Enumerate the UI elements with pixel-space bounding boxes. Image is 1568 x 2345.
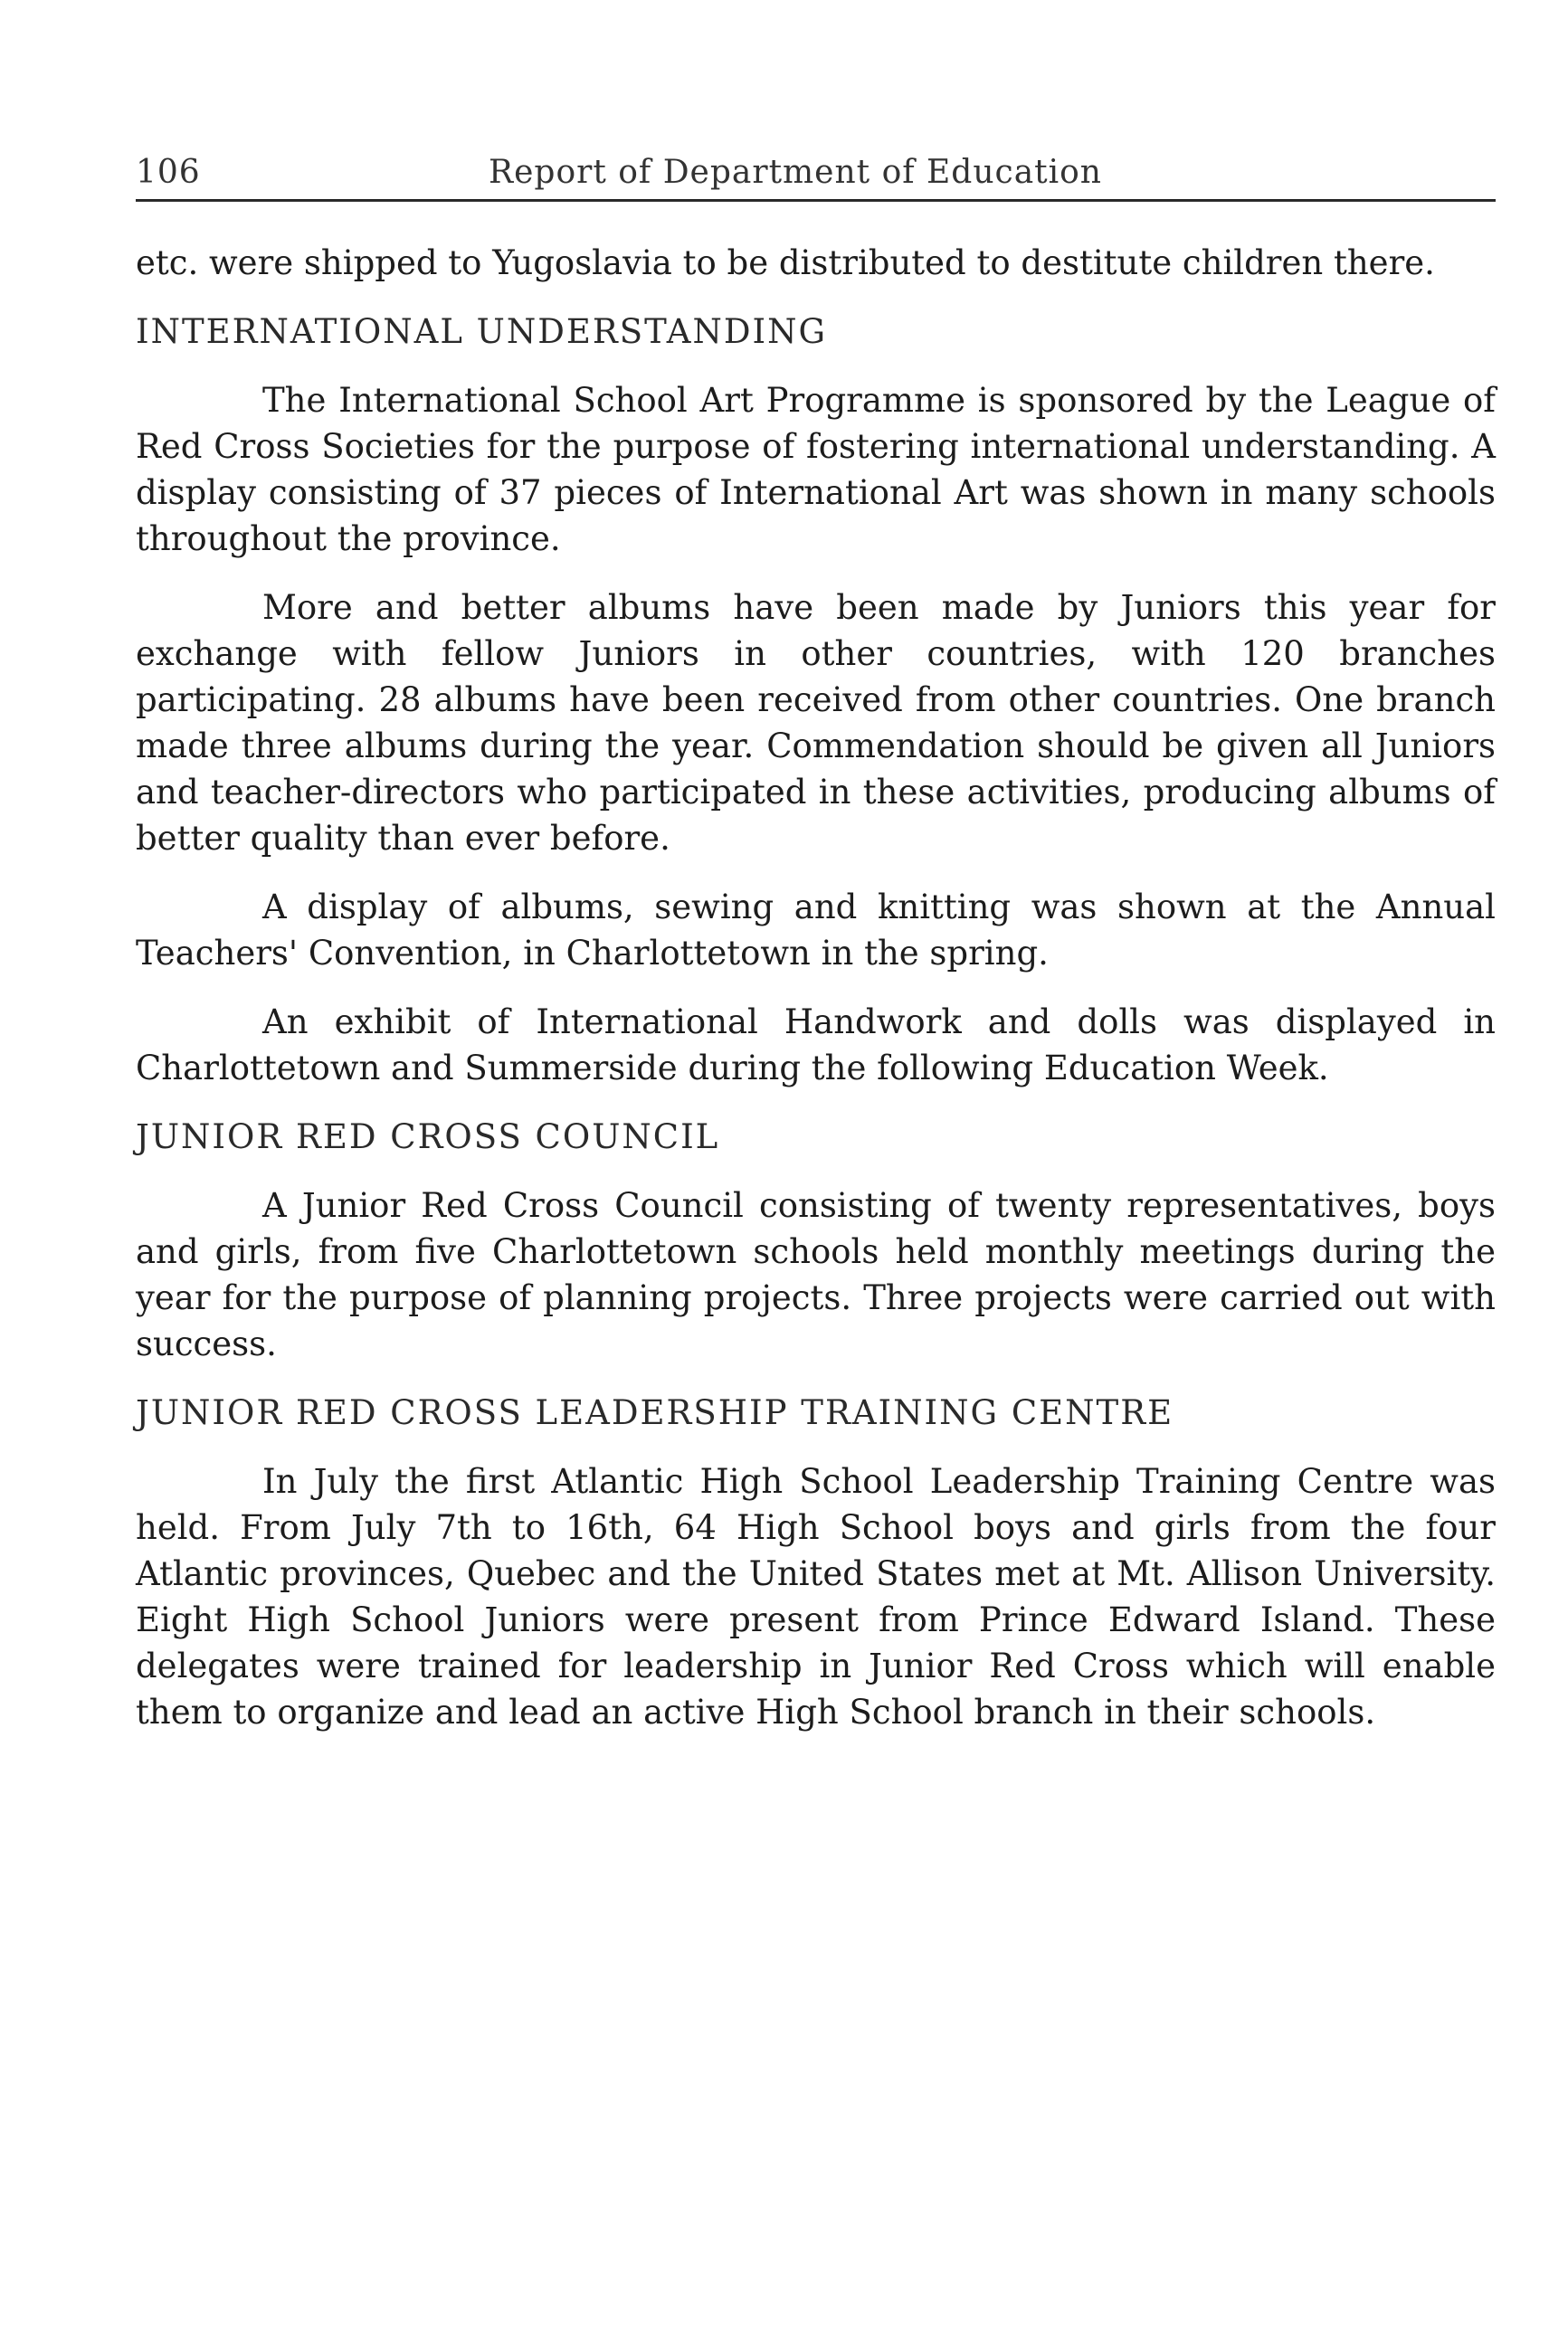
section-heading-international-understanding: INTERNATIONAL UNDERSTANDING	[136, 312, 828, 351]
paragraph-council: A Junior Red Cross Council consisting of twenty representatives, boys and girls, from five Charlottetown schools held monthly meetings during the year for the purpose of planning projects. Three projects were carried out with success.	[136, 1186, 1496, 1363]
page-number: 106	[136, 154, 201, 191]
continued-paragraph: etc. were shipped to Yugoslavia to be distributed to destitute children there.	[136, 243, 1435, 282]
paragraph-handwork-exhibit: An exhibit of International Handwork and dolls was displayed in Charlottetown and Summerside during the following Education Week.	[136, 1002, 1496, 1087]
running-header	[136, 145, 1496, 202]
section-heading-junior-red-cross-council: JUNIOR RED CROSS COUNCIL	[136, 1117, 720, 1156]
paragraph-school-art-programme: The International School Art Programme is sponsored by the League of Red Cross Societies for the purpose of fostering international understanding. A display consisting of 37 pieces of International Art was shown in many schools throughout the province.	[136, 381, 1496, 558]
section-heading-leadership-training-centre: JUNIOR RED CROSS LEADERSHIP TRAINING CENTRE	[136, 1393, 1174, 1432]
document-body	[136, 240, 1496, 1758]
paragraph-display-convention: A display of albums, sewing and knitting was shown at the Annual Teachers' Convention, in Charlottetown in the spring.	[136, 888, 1496, 973]
paragraph-albums: More and better albums have been made by Juniors this year for exchange with fellow Juniors in other countries, with 120 branches participating. 28 albums have been received from other countries. One branch made three albums during the year. Commendation should be given all Juniors and teacher-directors who participated in these activities, producing albums of better quality than ever before.	[136, 588, 1496, 858]
running-header-title: Report of Department of Education	[489, 154, 1102, 191]
paragraph-leadership-centre: In July the first Atlantic High School Leadership Training Centre was held. From July 7th to 16th, 64 High School boys and girls from the four Atlantic provinces, Quebec and the United States met at Mt. Allison University. Eight High School Juniors were present from Prince Edward Island. These delegates were trained for leadership in Junior Red Cross which will enable them to organize and lead an active High School branch in their schools.	[136, 1462, 1496, 1732]
